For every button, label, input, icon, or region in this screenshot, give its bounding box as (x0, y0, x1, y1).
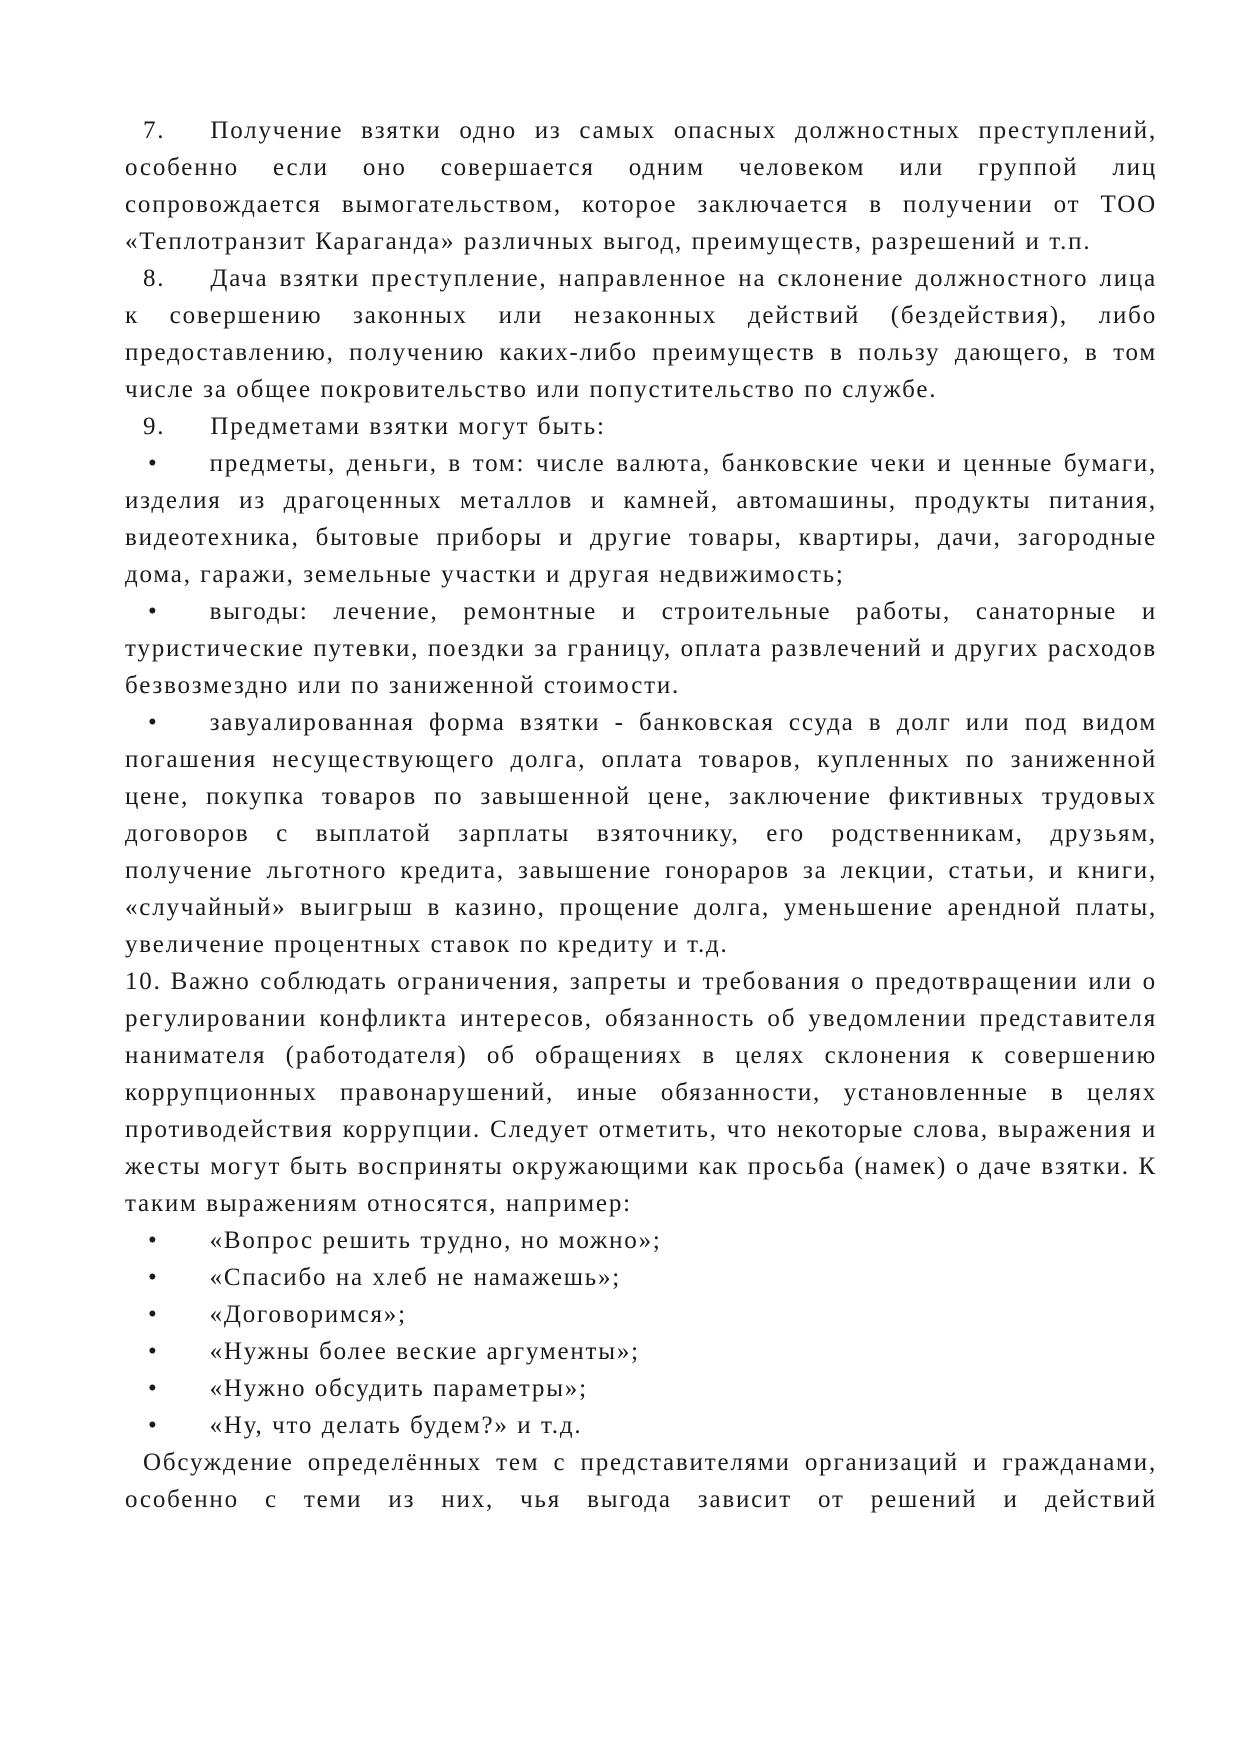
paragraph-text: Получение взятки одно из самых опасных должностных преступлений, особенно если оно совершается одним человеком или группой лиц сопровождается вымогательством, которое заключается в получении от ТОО «Теплотранзит Караганда» различных выгод, преимуществ, разрешений и т.п. (125, 117, 1157, 255)
list-number: 8. (143, 265, 166, 292)
paragraph-text: «Ну, что делать будем?» и т.д. (209, 1412, 583, 1439)
bullet-quote-5 (125, 1370, 1157, 1407)
paragraph-closing (125, 1444, 1157, 1518)
paragraph-text: Обсуждение определённых тем с представителями организаций и гражданами, особенно с теми из них, чья выгода зависит от решений и действий (125, 1449, 1157, 1513)
bullet-item-disguised-bribe (125, 704, 1157, 963)
bullet-marker-icon: • (148, 1412, 159, 1439)
bullet-marker-icon: • (148, 709, 159, 736)
paragraph-text: Предметами взятки могут быть: (210, 413, 606, 440)
paragraph-9 (125, 408, 1157, 445)
list-number: 9. (143, 413, 166, 440)
bullet-quote-4 (125, 1333, 1157, 1370)
tab-spacer (159, 1247, 210, 1248)
paragraph-7 (125, 112, 1157, 260)
bullet-quote-1 (125, 1222, 1157, 1259)
tab-spacer (159, 470, 210, 471)
list-number: 7. (143, 117, 166, 144)
bullet-marker-icon: • (148, 1227, 159, 1254)
tab-spacer (165, 137, 210, 138)
paragraph-text: Дача взятки преступление, направленное на склонение должностного лица к совершению законных или незаконных действий (бездействия), либо предоставлению, получению каких-либо преимуществ в пользу дающего, в том числе за общее покровительство или попустительство по службе. (125, 265, 1157, 403)
paragraph-text: предметы, деньги, в том: числе валюта, банковские чеки и ценные бумаги, изделия из драгоценных металлов и камней, автомашины, продукты питания, видеотехника, бытовые приборы и другие товары, квартиры, дачи, загородные дома, гаражи, земельные участки и другая недвижимость; (125, 450, 1157, 588)
paragraph-8 (125, 260, 1157, 408)
tab-spacer (165, 285, 210, 286)
paragraph-text: завуалированная форма взятки - банковская ссуда в долг или под видом погашения несуществующего долга, оплата товаров, купленных по заниженной цене, покупка товаров по завышенной цене, заключение фиктивных трудовых договоров с выплатой зарплаты взяточнику, его родственникам, друзьям, получение льготного кредита, завышение гонораров за лекции, статьи, и книги, «случайный» выигрыш в казино, прощение долга, уменьшение арендной платы, увеличение процентных ставок по кредиту и т.д. (125, 709, 1157, 958)
bullet-marker-icon: • (148, 1338, 159, 1365)
paragraph-text: «Спасибо на хлеб не намажешь»; (209, 1264, 622, 1291)
bullet-item-objects (125, 445, 1157, 593)
tab-spacer (162, 988, 171, 989)
bullet-marker-icon: • (148, 598, 159, 625)
bullet-marker-icon: • (148, 1375, 159, 1402)
paragraph-text: «Вопрос решить трудно, но можно»; (209, 1227, 662, 1254)
bullet-quote-2 (125, 1259, 1157, 1296)
bullet-item-benefits (125, 593, 1157, 704)
bullet-marker-icon: • (148, 1301, 159, 1328)
bullet-quote-6 (125, 1407, 1157, 1444)
tab-spacer (159, 1432, 210, 1433)
paragraph-text: «Договоримся»; (209, 1301, 407, 1328)
tab-spacer (165, 433, 210, 434)
tab-spacer (159, 618, 210, 619)
bullet-marker-icon: • (148, 1264, 159, 1291)
bullet-quote-3 (125, 1296, 1157, 1333)
paragraph-text: выгоды: лечение, ремонтные и строительные работы, санаторные и туристические путевки, поездки за границу, оплата развлечений и других расходов безвозмездно или по заниженной стоимости. (125, 598, 1157, 699)
paragraph-text: Важно соблюдать ограничения, запреты и требования о предотвращении или о регулировании конфликта интересов, обязанность об уведомлении представителя нанимателя (работодателя) об обращениях в целях склонения к совершению коррупционных правонарушений, иные обязанности, установленные в целях противодействия коррупции. Следует отметить, что некоторые слова, выражения и жесты могут быть восприняты окружающими как просьба (намек) о даче взятки. К таким выражениям относятся, например: (125, 968, 1157, 1217)
tab-spacer (159, 1321, 210, 1322)
bullet-marker-icon: • (148, 450, 159, 477)
tab-spacer (159, 1395, 210, 1396)
tab-spacer (159, 1358, 210, 1359)
paragraph-text: «Нужны более веские аргументы»; (209, 1338, 640, 1365)
tab-spacer (159, 729, 210, 730)
list-number: 10. (125, 968, 162, 995)
paragraph-10 (125, 963, 1157, 1222)
paragraph-text: «Нужно обсудить параметры»; (209, 1375, 588, 1402)
tab-spacer (159, 1284, 210, 1285)
